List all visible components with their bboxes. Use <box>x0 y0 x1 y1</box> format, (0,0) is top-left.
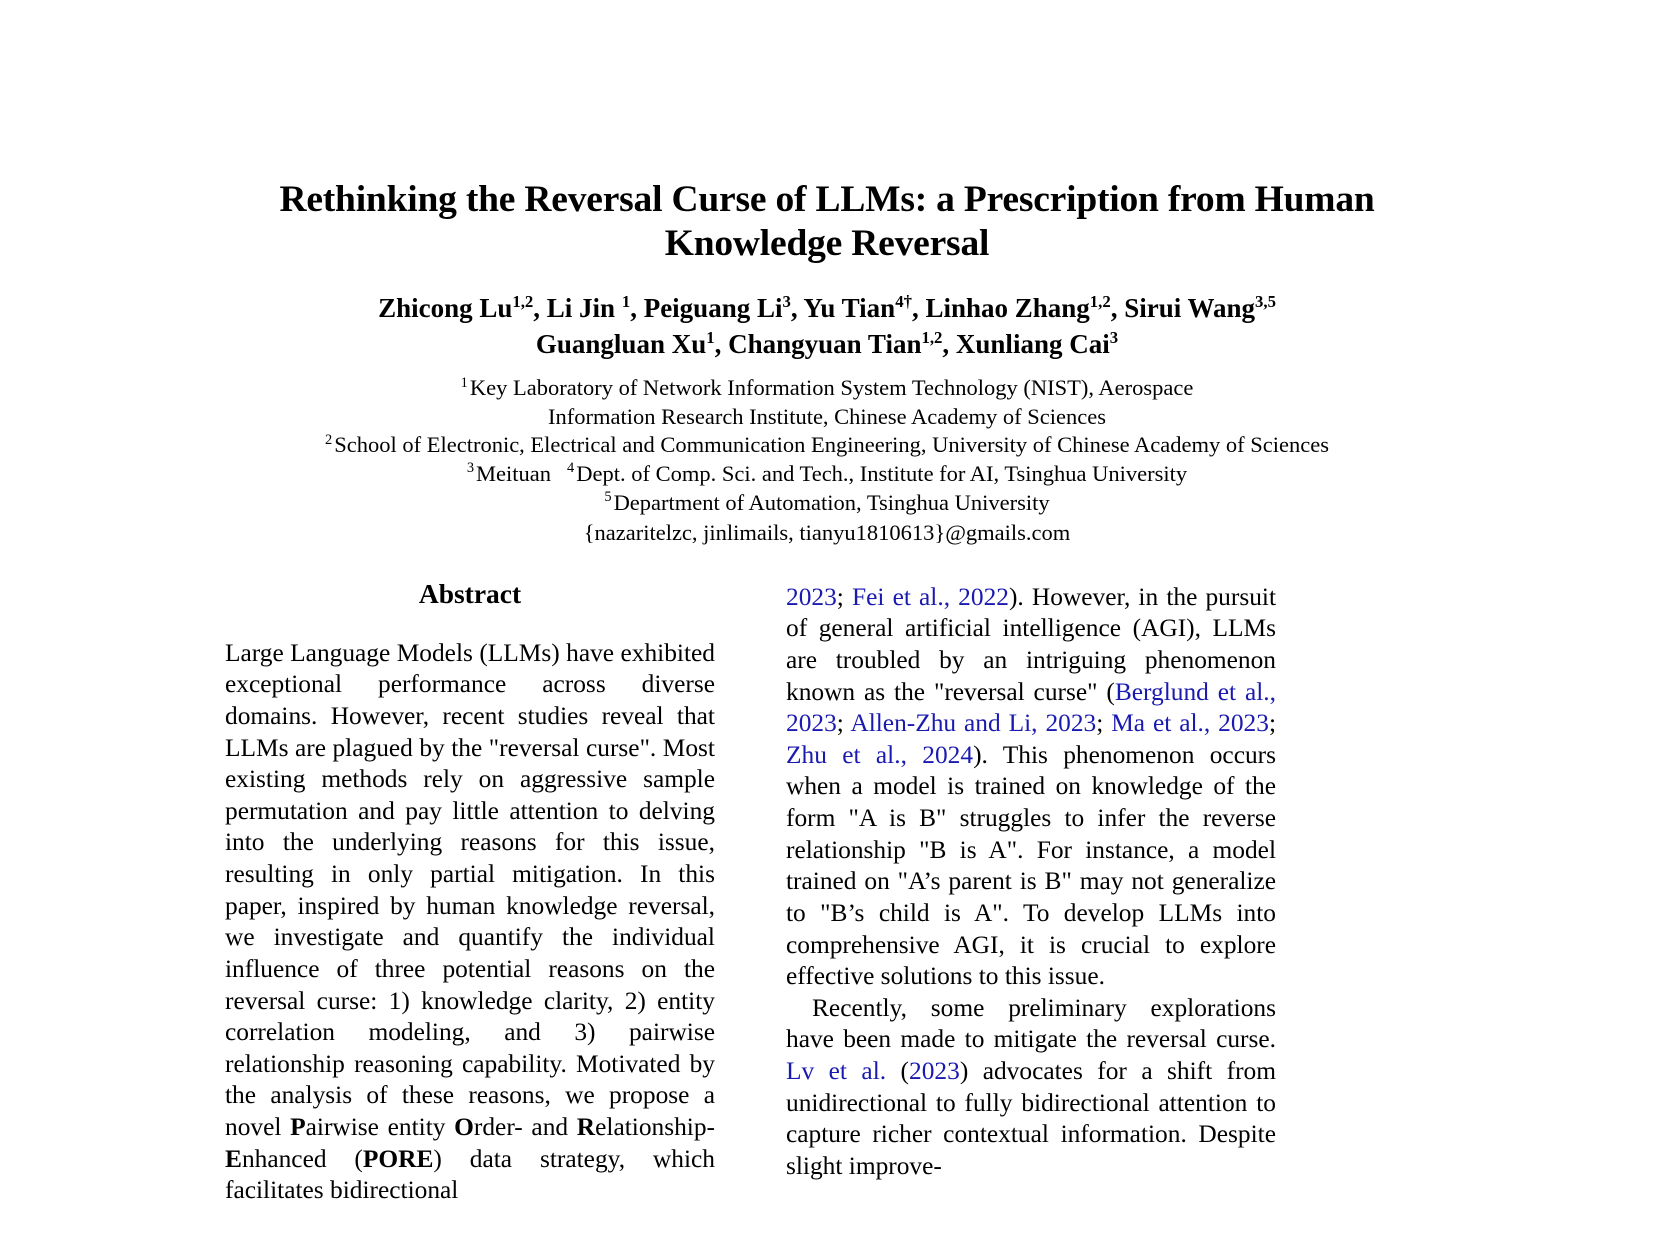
abstract-text-part-6: ) data strategy, which facilitates bidirectional <box>225 1144 715 1205</box>
affiliation-1-continued <box>225 403 1429 432</box>
author-affiliation-marker: 1 <box>706 327 715 347</box>
author-name: Changyuan Tian <box>728 328 922 359</box>
author-affiliation-marker: 3 <box>782 292 791 311</box>
two-column-body <box>225 578 1429 1207</box>
author-affiliation-marker: 1,2 <box>512 292 534 311</box>
contact-email: {nazaritelzc, jinlimails, tianyu1810613}@gmails.com <box>583 520 1071 546</box>
intro-text: ( <box>886 1057 910 1085</box>
right-column <box>786 578 1276 1207</box>
affiliation-2 <box>225 431 1429 460</box>
affiliation-text: Dept. of Comp. Sci. and Tech., Institute for AI, Tsinghua University <box>576 460 1188 486</box>
affiliation-marker: 3 <box>466 460 475 477</box>
citation-link-berglund[interactable]: Berglund et al., 2023 <box>786 677 1276 738</box>
author-line-1: Zhicong Lu$^{1,2}$, Li Jin $^1$, Peiguang Li$^3$, Yu Tian$^{4\dagger}$, Linhao Zhang$^{1,2}$, Sirui Wang$^{3,5}$ <box>378 292 1276 323</box>
pore-acronym: PORE <box>362 1144 434 1173</box>
citation-link[interactable]: 2023 <box>786 582 837 611</box>
author-name: Li Jin <box>546 293 616 323</box>
abstract-heading: Abstract <box>418 577 522 609</box>
author-affiliation-marker: 3,5 <box>1255 292 1276 311</box>
intro-paragraph-1 <box>786 582 1276 993</box>
citation-link-allen-zhu[interactable]: Allen-Zhu and Li, 2023 <box>850 709 1097 738</box>
affiliation-text: Department of Automation, Tsinghua University <box>613 489 1050 515</box>
author-list <box>225 291 1429 362</box>
pore-initial-e: E <box>225 1144 242 1173</box>
affiliation-list <box>225 374 1429 517</box>
author-affiliation-marker: 3 <box>1109 327 1119 347</box>
abstract-text-part-3: rder- and <box>473 1113 577 1141</box>
author-name: Xunliang Cai <box>955 328 1110 359</box>
affiliation-marker: 2 <box>325 431 333 448</box>
abstract-paragraph <box>225 638 715 1207</box>
introduction-body <box>786 582 1276 1183</box>
affiliation-3-and-4 <box>225 460 1429 489</box>
intro-separator: ; <box>1268 709 1276 738</box>
affiliation-marker: 4 <box>567 460 575 477</box>
pore-initial-r: R <box>576 1113 596 1141</box>
citation-link-zhu[interactable]: Zhu et al., 2024 <box>786 740 974 769</box>
author-affiliation-marker: 1,2 <box>1089 292 1111 311</box>
author-affiliation-marker: 1 <box>621 292 631 311</box>
page-title: Rethinking the Reversal Curse of LLMs: a Prescription from Human Knowledge Reversal <box>279 179 1375 264</box>
author-name: Linhao Zhang <box>925 293 1090 323</box>
abstract-text-part-1: Large Language Models (LLMs) have exhibited exceptional performance across diverse domains. However, recent studies reveal that LLMs are plagued by the "reversal curse". Most existing methods rely on aggressive sample permutation and pay little attention to delving into the underlying reasons for this issue, resulting in only partial mitigation. In this paper, inspired by human knowledge reversal, we investigate and quantify the individual influence of three potential reasons on the reversal curse: 1) knowledge clarity, 2) entity correlation modeling, and 3) pairwise relationship reasoning capability. Motivated by the analysis of these reasons, we propose a novel <box>225 638 715 1141</box>
abstract-text-part-4: elationship- <box>595 1113 715 1141</box>
author-affiliation-marker: 4† <box>895 292 912 311</box>
citation-link-lv[interactable]: Lv et al. <box>786 1057 887 1085</box>
affiliation-5 <box>225 489 1429 518</box>
citation-link-lv-year[interactable]: 2023 <box>909 1057 960 1085</box>
intro-separator: ; <box>836 709 851 738</box>
author-name: Guangluan Xu <box>535 328 707 359</box>
author-affiliation-marker: 1,2 <box>921 327 943 347</box>
author-line-2: Guangluan Xu$^1$, Changyuan Tian$^{1,2}$, Xunliang Cai$^3$ <box>535 327 1119 359</box>
affiliation-marker: 1 <box>460 374 468 391</box>
intro-paragraph-2 <box>786 993 1276 1183</box>
intro-text: Recently, some preliminary explorations have been made to mitigate the reversal curse. <box>786 993 1276 1054</box>
title-block <box>225 0 1429 548</box>
pore-initial-p: P <box>290 1113 306 1141</box>
citation-link-ma[interactable]: Ma et al., 2023 <box>1111 709 1269 738</box>
abstract-text-part-2: airwise entity <box>305 1113 455 1141</box>
author-name: Sirui Wang <box>1124 293 1256 323</box>
author-name: Yu Tian <box>803 293 896 323</box>
author-name: Peiguang Li <box>643 293 783 323</box>
abstract-body <box>225 638 715 1207</box>
left-column <box>225 578 715 1207</box>
affiliation-text: Meituan <box>476 460 552 486</box>
affiliation-1 <box>225 374 1429 403</box>
intro-separator: ; <box>836 582 852 611</box>
intro-text: ) advocates for a shift from unidirectional to fully bidirectional attention to capture richer contextual information. Despite slight improve- <box>786 1057 1276 1180</box>
affiliation-marker: 5 <box>604 489 612 505</box>
intro-separator: ; <box>1096 709 1112 738</box>
citation-link-fei[interactable]: Fei et al., 2022 <box>851 582 1009 611</box>
intro-text: ). This phenomenon occurs when a model is trained on knowledge of the form "A is B" struggles to infer the reverse relationship "B is A". For instance, a model trained on "A’s parent is B" may not generalize to "B’s child is A". To develop LLMs into comprehensive AGI, it is crucial to explore effective solutions to this issue. <box>786 740 1276 991</box>
affiliation-text: Key Laboratory of Network Information System Technology (NIST), Aerospace <box>469 375 1194 401</box>
pore-initial-o: O <box>454 1113 474 1141</box>
affiliation-text: School of Electronic, Electrical and Communication Engineering, University of Chinese Academy of Sciences <box>334 432 1329 458</box>
affiliation-text: Information Research Institute, Chinese Academy of Sciences <box>548 403 1106 429</box>
abstract-text-part-5: nhanced ( <box>241 1144 363 1173</box>
author-name: Zhicong Lu <box>378 293 513 323</box>
intro-text: ). However, in the pursuit of general artificial intelligence (AGI), LLMs are troubled by an intriguing phenomenon known as the "reversal curse" ( <box>786 582 1276 706</box>
